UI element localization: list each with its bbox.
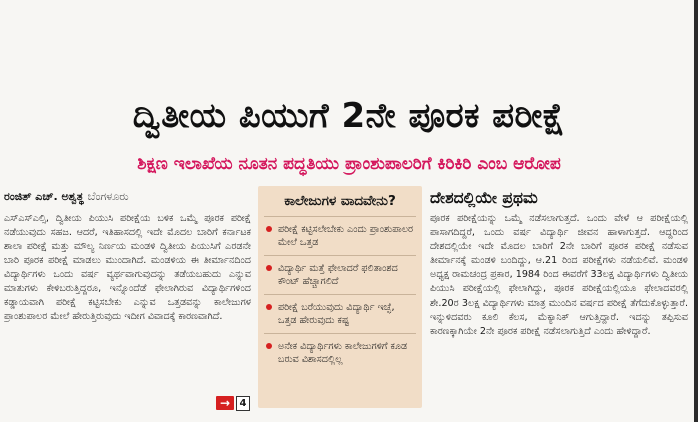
sidebar-box-item-text: ಪರೀಕ್ಷೆ ಬರೆಯುವುದು ವಿದ್ಯಾರ್ಥಿ ಇಚ್ಛೆ, ಒತ್ತಡ ಹೇರುವುದು ಕಷ್ಟ: [278, 302, 395, 326]
bullet-icon: [266, 226, 272, 232]
article-right-column: ಪೂರಕ ಪರೀಕ್ಷೆಯನ್ನು ಒಮ್ಮೆ ನಡೆಸಲಾಗುತ್ತದೆ. ಒಂದು ವೇಳೆ ಆ ಪರೀಕ್ಷೆಯಲ್ಲಿ ಪಾಸಾಗದಿದ್ದರೆ, ಒಂದು ವರ್ಷ ವಿದ್ಯಾರ್ಥಿ ಜೀವನ ಹಾಳಾಗುತ್ತದೆ. ಆದ್ದರಿಂದ ದೇಶದಲ್ಲಿಯೇ ಇದೇ ಮೊದಲ ಬಾರಿಗೆ 2ನೇ ಬಾರಿಗೆ ಪೂರಕ ಪರೀಕ್ಷೆ ನಡೆಸುವ ತೀರ್ಮಾನಕ್ಕೆ ಮಂಡಳಿ ಬಂದಿದ್ದು, ಆ.21 ರಿಂದ ಪರೀಕ್ಷೆಗಳು ನಡೆಯಲಿವೆ. ಮಂಡಳಿ ಅಧ್ಯಕ್ಷ ರಾಮಚಂದ್ರ ಪ್ರಕಾರ, 1984 ರಿಂದ ಈವರೆಗೆ 33ಲಕ್ಷ ವಿದ್ಯಾರ್ಥಿಗಳು ದ್ವಿತೀಯ ಪಿಯುಸಿ ಪರೀಕ್ಷೆಯಲ್ಲಿ ಫೇಲಾಗಿದ್ದು, ಪೂರಕ ಪರೀಕ್ಷೆಯಲ್ಲಿಯೂ ಫೇಲಾದವರಲ್ಲಿ ಶೇ.20ರ 3ಲಕ್ಷ ವಿದ್ಯಾರ್ಥಿಗಳು ಮಾತ್ರ ಮುಂದಿನ ವರ್ಷದ ಪರೀಕ್ಷೆ ತೆಗೆದುಕೊಳ್ಳುತ್ತಾರೆ. ಇನ್ನುಳಿದವರು ಕೂಲಿ ಕೆಲಸ, ಮೆಕ್ಯಾನಿಕ್ ಆಗುತ್ತಿದ್ದಾರೆ. ಇದನ್ನು ತಪ್ಪಿಸುವ ಕಾರಣಕ್ಕಾಗಿಯೇ 2ನೇ ಪೂರಕ ಪರೀಕ್ಷೆ ನಡೆಸಲಾಗುತ್ತಿದೆ ಎಂದು ಹೇಳಿದ್ದಾರೆ.: [430, 213, 688, 337]
byline: [4, 186, 254, 208]
jump-page-number: 4: [236, 396, 250, 411]
bullet-icon: [266, 304, 272, 310]
sidebar-box: [258, 186, 422, 408]
article-left-column: ಎಸ್ಎಸ್ಎಲ್ಸಿ, ದ್ವಿತೀಯ ಪಿಯುಸಿ ಪರೀಕ್ಷೆಯ ಬಳಿಕ ಒಮ್ಮೆ ಪೂರಕ ಪರೀಕ್ಷೆ ನಡೆಯುವುದು ಸಹಜ. ಆದರೆ, ಇತಿಹಾಸದಲ್ಲಿ ಇದೇ ಮೊದಲ ಬಾರಿಗೆ ಕರ್ನಾಟಕ ಶಾಲಾ ಪರೀಕ್ಷೆ ಮತ್ತು ಮೌಲ್ಯ ನಿರ್ಣಯ ಮಂಡಳಿ ದ್ವಿತೀಯ ಪಿಯುಸಿಗೆ ಎರಡನೇ ಬಾರಿ ಪೂರಕ ಪರೀಕ್ಷೆ ಮಾಡಲು ಮುಂದಾಗಿದೆ. ಮಂಡಳಿಯ ಈ ತೀರ್ಮಾನದಿಂದ ವಿದ್ಯಾರ್ಥಿಗಳು ಒಂದು ವರ್ಷ ವ್ಯರ್ಥವಾಗುವುದನ್ನು ತಡೆಯಬಹುದು ಎನ್ನುವ ಮಾತುಗಳು ಕೇಳಿಬರುತ್ತಿದ್ದರೂ, ಇನ್ನೊಂದೆಡೆ ಫೇಲಾಗಿರುವ ವಿದ್ಯಾರ್ಥಿಗಳಿಂದ ಕಡ್ಡಾಯವಾಗಿ ಪರೀಕ್ಷೆ ಕಟ್ಟಿಸಬೇಕು ಎನ್ನುವ ಒತ್ತಡವನ್ನು ಕಾಲೇಜುಗಳ ಪ್ರಾಂಶುಪಾಲರ ಮೇಲೆ ಹೇರುತ್ತಿರುವುದು ಇದೀಗ ವಿವಾದಕ್ಕೆ ಕಾರಣವಾಗಿದೆ.: [4, 213, 251, 322]
continued-jump[interactable]: [216, 395, 250, 411]
bullet-icon: [266, 343, 272, 349]
byline-place: ಬೆಂಗಳೂರು: [87, 190, 129, 203]
headline: ದ್ವಿತೀಯ ಪಿಯುಗೆ 2ನೇ ಪೂರಕ ಪರೀಕ್ಷೆ: [132, 96, 566, 136]
sidebar-box-item-text: ಅನೇಕ ವಿದ್ಯಾರ್ಥಿಗಳು ಕಾಲೇಜುಗಳಿಗೆ ಕೂಡ ಬರುವ ವಿಶಾಸದಲ್ಲಿಲ್ಲ: [278, 341, 408, 365]
sidebar-box-item: [264, 334, 416, 372]
page-edge-rule: [694, 0, 698, 422]
subheadline: ಶಿಕ್ಷಣ ಇಲಾಖೆಯ ನೂತನ ಪದ್ಧತಿಯು ಪ್ರಾಂಶುಪಾಲರಿಗೆ ಕಿರಿಕಿರಿ ಎಂಬ ಆರೋಪ: [137, 154, 561, 174]
sidebar-box-item-text: ವಿದ್ಯಾರ್ಥಿ ಮತ್ತೆ ಫೇಲಾದರೆ ಫಲಿತಾಂಶದ ಕೌಂಟ್ ಹೆಚ್ಚಾಗಲಿದೆ: [278, 263, 398, 287]
bullet-icon: [266, 265, 272, 271]
right-section-title: ದೇಶದಲ್ಲಿಯೇ ಪ್ರಥಮ: [430, 189, 538, 207]
sidebar-box-item: [264, 217, 416, 256]
sidebar-box-item-text: ಪರೀಕ್ಷೆ ಕಟ್ಟಿಸಲೇಬೇಕು ಎಂದು ಪ್ರಾಂಶುಪಾಲರ ಮೇಲೆ ಒತ್ತಡ: [278, 224, 414, 248]
sidebar-box-title: ಕಾಲೇಜುಗಳ ವಾದವೇನು?: [264, 186, 416, 217]
arrow-right-icon: →: [216, 396, 234, 410]
sidebar-box-item: [264, 256, 416, 295]
byline-author: ರಂಜಿತ್ ಎಚ್. ಅಶ್ವತ್ಥ: [4, 190, 84, 203]
sidebar-box-item: [264, 295, 416, 334]
